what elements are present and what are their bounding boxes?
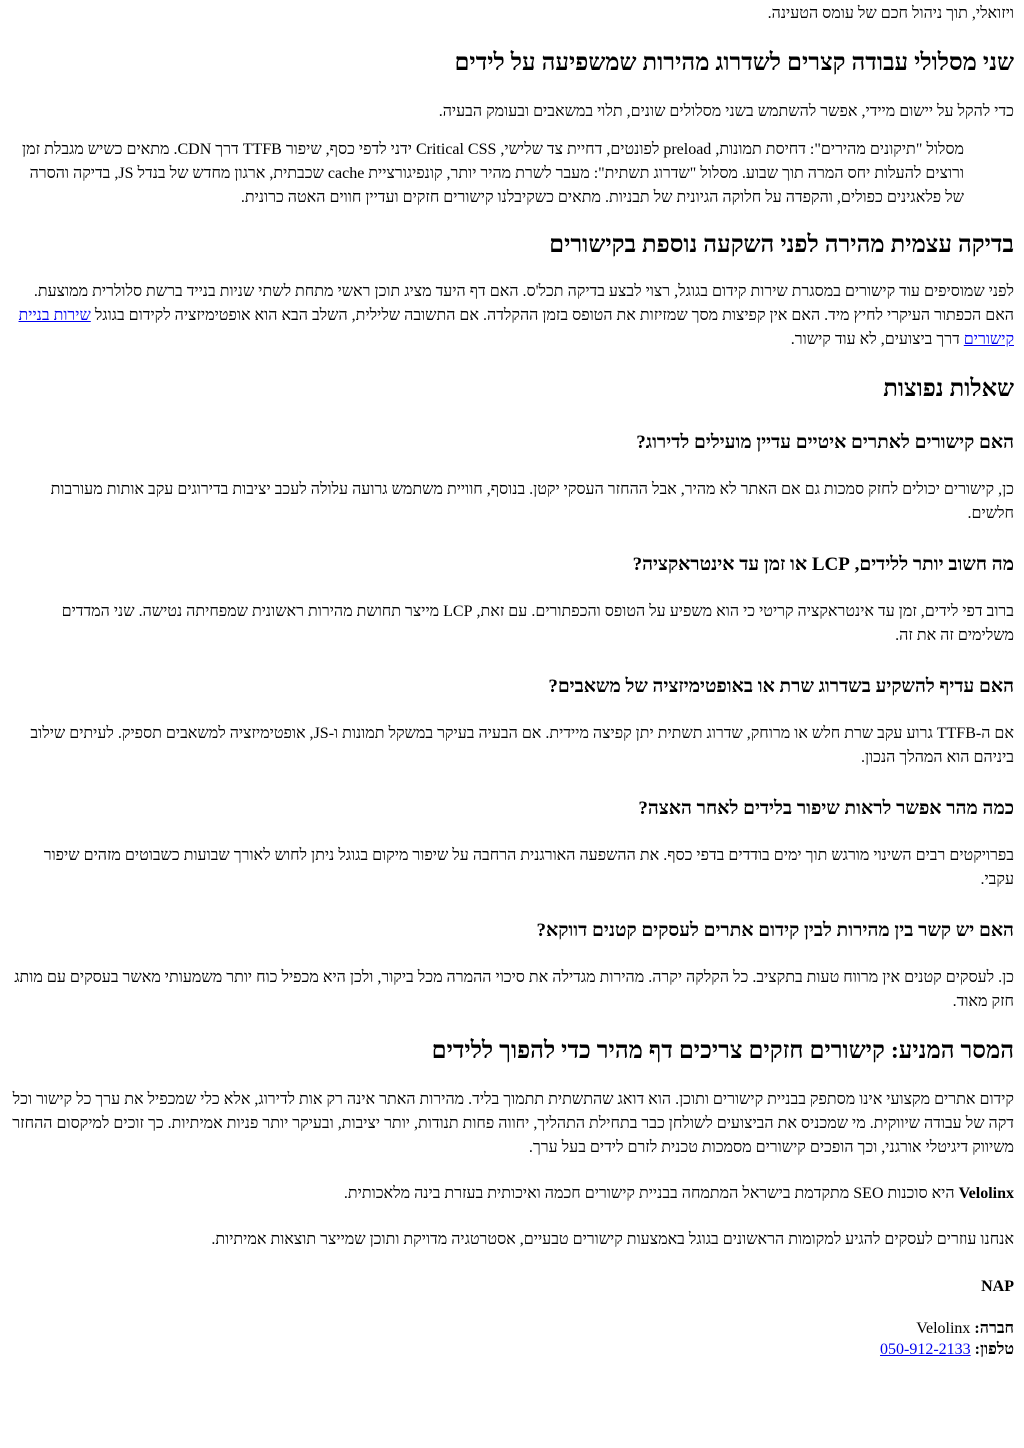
faq-question: האם עדיף להשקיע בשדרוג שרת או באופטימיזציה של משאבים? xyxy=(548,676,1014,697)
faq-answer: כן. לעסקים קטנים אין מרווח טעות בתקציב. כל הקלקה יקרה. מהירות מגדילה את סיכוי ההמרה מכל ביקור, ולכן היא מכפיל כוח יותר משמעותי מאשר בעסקים עם מותג חזק מאוד. xyxy=(14,969,1014,1010)
final-message-paragraph: קידום אתרים מקצועי אינו מסתפק בבניית קישורים ותוכן. הוא דואג שהתשתית תתמוך בליד. מהירות האתר אינה רק אות לדירוג, אלא כלי שמכפיל את ערך כל קישור וכל דקה של עבודה שיווקית. מי שמכניס את הביצועים לשולחן כבר בתחילת התהליך, יחווה פחות תנודות, יותר יציבות, ובעיקר יותר פניות אמיתיות. כך זוכים למיקסום ההחזר משיווק דיגיטלי אורגני, וכך הופכים קישורים מסמכות טכנית לזרם לידים בעל ערך. xyxy=(12,1091,1014,1156)
brand-name: Velolinx xyxy=(958,1185,1014,1202)
brand-description-text: היא סוכנות SEO מתקדמת בישראל המתמחה בבניית קישורים חכמה ואיכותית בעזרת בינה מלאכותית. xyxy=(343,1185,959,1202)
nap-company-row xyxy=(10,1318,1014,1339)
faq-question: האם יש קשר בין מהירות לבין קידום אתרים לעסקים קטנים דווקא? xyxy=(536,920,1014,941)
nap-title: NAP xyxy=(981,1278,1014,1295)
brand-description xyxy=(10,1182,1014,1206)
nap-company-label: חברה: xyxy=(974,1320,1014,1337)
nap-phone-row xyxy=(10,1339,1014,1360)
final-message-heading: המסר המניע: קישורים חזקים צריכים דף מהיר כדי להפוך ללידים xyxy=(431,1038,1014,1064)
faq-answer: אם ה-TTFB גרוע עקב שרת חלש או מרוחק, שדרוג תשתית יתן קפיצה מיידית. אם הבעיה בעיקר במשקל תמונות ו-JS, אופטימיזציה למשאבים תספיק. לעיתים שילוב ביניהם הוא המהלך הנכון. xyxy=(30,725,1014,766)
closing-paragraph: אנחנו עוזרים לעסקים להגיע למקומות הראשונים בגוגל באמצעות קישורים טבעיים, אסטרטגיה מדויקת ותוכן שמייצר תוצאות אמיתיות. xyxy=(211,1231,1014,1248)
nap-details xyxy=(10,1318,1014,1360)
self-check-heading: בדיקה עצמית מהירה לפני השקעה נוספת בקישורים xyxy=(549,232,1014,258)
faq-question: כמה מהר אפשר לראות שיפור בלידים לאחר האצה? xyxy=(638,798,1014,819)
nap-phone-label: טלפון: xyxy=(974,1341,1014,1358)
speed-tracks-details: מסלול "תיקונים מהירים": דחיסת תמונות, preload לפונטים, דחיית צד שלישי, Critical CSS ידני לדפי כסף, שיפור TTFB דרך CDN. מתאים כשיש מגבלת זמן ורוצים להעלות יחס המרה תוך שבוע. מסלול "שדרוג תשתית": מעבר לשרת מהיר יותר, קונפיגורציית cache שכבתית, ארגון מחדש של בנדל JS, בדיקה והסרה של פלאגינים כפולים, והקפדה על חלוקה הגיונית של תבניות. מתאים כשקיבלנו קישורים חזקים ועדיין חווים האטה כרונית. xyxy=(22,141,964,206)
faq-list xyxy=(10,430,1014,1014)
link-building-service-link[interactable]: שירות בניית קישורים xyxy=(18,307,1014,348)
faq-question: מה חשוב יותר ללידים, LCP או זמן עד אינטראקציה? xyxy=(632,554,1014,575)
faq-answer: בפרויקטים רבים השינוי מורגש תוך ימים בודדים בדפי כסף. את ההשפעה האורגנית הרחבה על שיפור מיקום בגוגל ניתן לחוש לאורך שבועות כשבוטים מזהים שיפור עקבי. xyxy=(43,847,1014,888)
faq-heading: שאלות נפוצות xyxy=(883,376,1014,402)
faq-question: האם קישורים לאתרים איטיים עדיין מועילים לדירוג? xyxy=(636,432,1014,453)
nap-company-value: Velolinx xyxy=(916,1320,971,1337)
self-check-text-after: דרך ביצועים, לא עוד קישור. xyxy=(790,331,964,348)
speed-tracks-paragraph: כדי להקל על יישום מיידי, אפשר להשתמש בשני מסלולים שונים, תלוי במשאבים ובעומק הבעיה. xyxy=(438,103,1014,120)
self-check-paragraph xyxy=(10,280,1014,352)
self-check-text-before: לפני שמוסיפים עוד קישורים במסגרת שירות קידום בגוגל, רצוי לבצע בדיקה תכל'ס. האם דף היעד מציג תוכן ראשי מתחת לשתי שניות בנייד ברשת סלולרית ממוצעת. האם הכפתור העיקרי לחיץ מיד. האם אין קפיצות מסך שמזיזות את הטופס בזמן ההקלדה. אם התשובה שלילית, השלב הבא הוא אופטימיזציה לקידום בגוגל xyxy=(33,283,1014,324)
faq-answer: כן, קישורים יכולים לחזק סמכות גם אם האתר לא מהיר, אבל ההחזר העסקי יקטן. בנוסף, חוויית משתמש גרועה עלולה לעכב יציבות בדירוגים עקב אותות מעורבות חלשים. xyxy=(50,481,1014,522)
phone-link[interactable]: 050-912-2133 xyxy=(879,1341,971,1358)
speed-tracks-heading: שני מסלולי עבודה קצרים לשדרוג מהירות שמשפיעה על לידים xyxy=(454,50,1014,76)
intro-tail-text: ויזואלי, תוך ניהול חכם של עומס הטעינה. xyxy=(767,5,1014,22)
faq-answer: ברוב דפי לידים, זמן עד אינטראקציה קריטי כי הוא משפיע על הטופס והכפתורים. עם זאת, LCP מייצר תחושת מהירות ראשונית שמפחיתה נטישה. שני המדדים משלימים זה את זה. xyxy=(61,603,1014,644)
